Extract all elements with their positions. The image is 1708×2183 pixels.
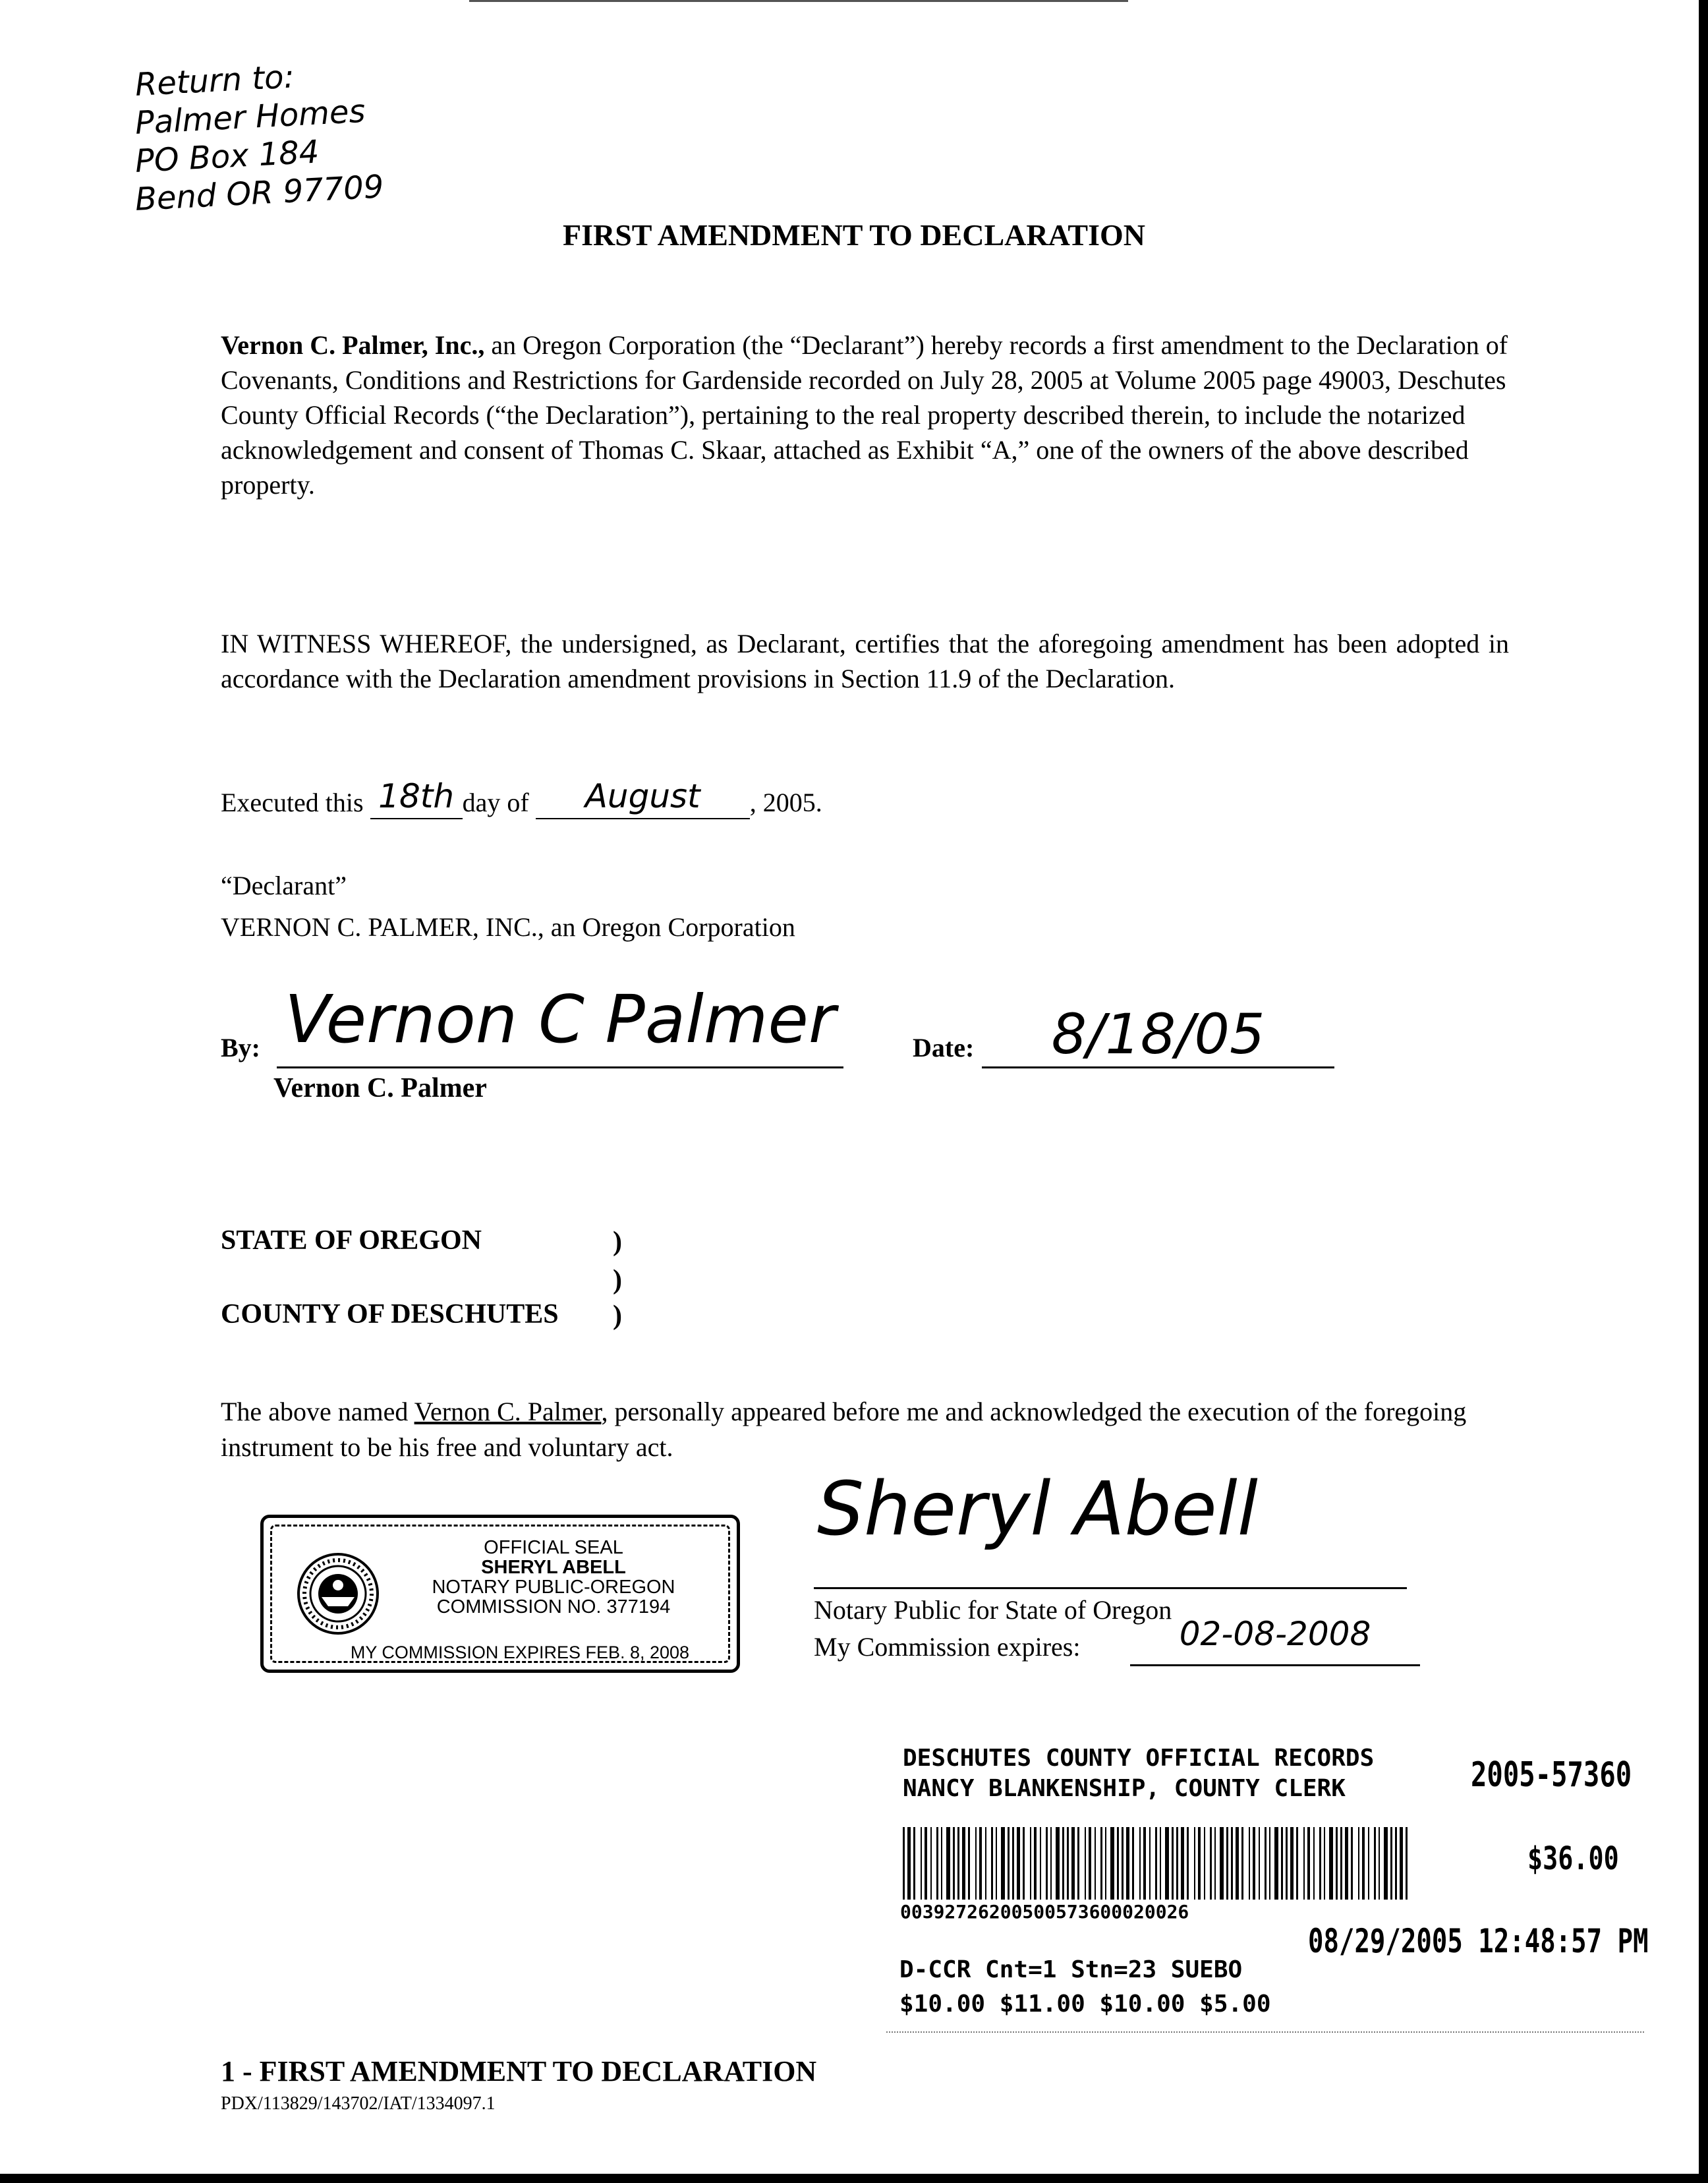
recording-number: 2005-57360 [1471, 1755, 1632, 1795]
recording-timestamp: 08/29/2005 12:48:57 PM [1308, 1922, 1649, 1960]
recital-paragraph [221, 328, 1509, 502]
return-line: Bend OR 97709 [134, 168, 385, 218]
recording-barcode [903, 1827, 1417, 1900]
notary-title: Notary Public for State of Oregon [814, 1595, 1172, 1625]
witness-paragraph: IN WITNESS WHEREOF, the undersigned, as Declarant, certifies that the aforegoing amendment has been adopted in accordance with the Declaration amendment provisions in Section 11.9 of the Declaration. [221, 629, 1509, 693]
notary-expires-value: 02-08-2008 [1179, 1615, 1371, 1653]
recording-codes: D-CCR Cnt=1 Stn=23 SUEBO [899, 1956, 1243, 1983]
day-of-text: day of [462, 788, 529, 817]
venue-paren: ) [613, 1265, 622, 1295]
state-seal-emblem [295, 1551, 381, 1637]
venue-county: COUNTY OF DESCHUTES [221, 1299, 559, 1329]
executed-year: , 2005. [749, 788, 822, 817]
top-rule [469, 0, 1128, 2]
date-label: Date: [913, 1033, 975, 1062]
barcode-number: 00392726200500573600020026 [900, 1901, 1189, 1923]
notary-expires-line [1130, 1664, 1420, 1666]
ack-suffix: , personally appeared before me and acknowledged the execution of the foregoing instrument to be his free and voluntary act. [221, 1397, 1467, 1462]
by-label: By: [221, 1033, 260, 1062]
executed-day: 18th [378, 777, 455, 815]
seal-expiration: MY COMMISSION EXPIRES FEB. 8, 2008 [350, 1643, 690, 1662]
recording-clerk: NANCY BLANKENSHIP, COUNTY CLERK [903, 1775, 1346, 1802]
notary-signature-line [814, 1587, 1407, 1589]
signature-line [277, 1066, 843, 1068]
notary-seal [260, 1515, 740, 1673]
acknowledgement-paragraph [221, 1394, 1509, 1465]
execution-line [221, 777, 822, 819]
venue-paren: ) [613, 1227, 622, 1257]
notary-signature: Sheryl Abell [817, 1467, 1258, 1552]
declarant-label: “Declarant” [221, 871, 347, 900]
declarant-company-name: Vernon C. Palmer, Inc., [221, 330, 485, 360]
venue-state: STATE OF OREGON [221, 1225, 482, 1256]
seal-line: NOTARY PUBLIC-OREGON [432, 1577, 675, 1598]
month-blank [536, 777, 750, 819]
signature-date: 8/18/05 [1051, 1002, 1265, 1066]
recording-office: DESCHUTES COUNTY OFFICIAL RECORDS [903, 1745, 1375, 1772]
return-line: PO Box 184 [134, 133, 320, 180]
recording-amounts: $10.00 $11.00 $10.00 $5.00 [899, 1991, 1271, 2018]
seal-notary-name: SHERYL ABELL [481, 1557, 626, 1578]
date-line [982, 1066, 1334, 1068]
footer-title: 1 - FIRST AMENDMENT TO DECLARATION [221, 2055, 817, 2087]
notary-expires-label: My Commission expires: [814, 1632, 1081, 1662]
dotted-rule [886, 2031, 1644, 2033]
footer-document-ref: PDX/113829/143702/IAT/1334097.1 [221, 2093, 496, 2114]
day-blank [370, 777, 463, 819]
executed-prefix: Executed this [221, 788, 364, 817]
return-line: Palmer Homes [134, 92, 366, 142]
executed-month: August [584, 777, 700, 815]
recital-body: an Oregon Corporation (the “Declarant”) hereby records a first amendment to the Declaration of Covenants, Conditions and Restrictions for Gardenside recorded on July 28, 2005 at Volume 2005 page 49003, Deschutes County Official Records (“the Declaration”), pertaining to the real property described therein, to include the notarized acknowledgement and consent of Thomas C. Skaar, attached as Exhibit “A,” one of the owners of the above described property. [221, 330, 1508, 500]
seal-commission-number: COMMISSION NO. 377194 [436, 1596, 671, 1617]
venue-paren: ) [613, 1300, 622, 1331]
declarant-signature: Vernon C Palmer [285, 981, 836, 1058]
ack-name: Vernon C. Palmer [414, 1397, 602, 1426]
signer-name: Vernon C. Palmer [273, 1073, 487, 1103]
declarant-name: VERNON C. PALMER, INC., an Oregon Corporation [221, 912, 795, 942]
handwritten-return-address [134, 58, 418, 219]
seal-line: OFFICIAL SEAL [484, 1537, 623, 1558]
ack-prefix: The above named [221, 1397, 414, 1426]
seal-text [379, 1538, 728, 1617]
return-line: Return to: [134, 58, 296, 103]
document-title: FIRST AMENDMENT TO DECLARATION [563, 218, 1145, 252]
recording-fee: $36.00 [1527, 1840, 1619, 1877]
